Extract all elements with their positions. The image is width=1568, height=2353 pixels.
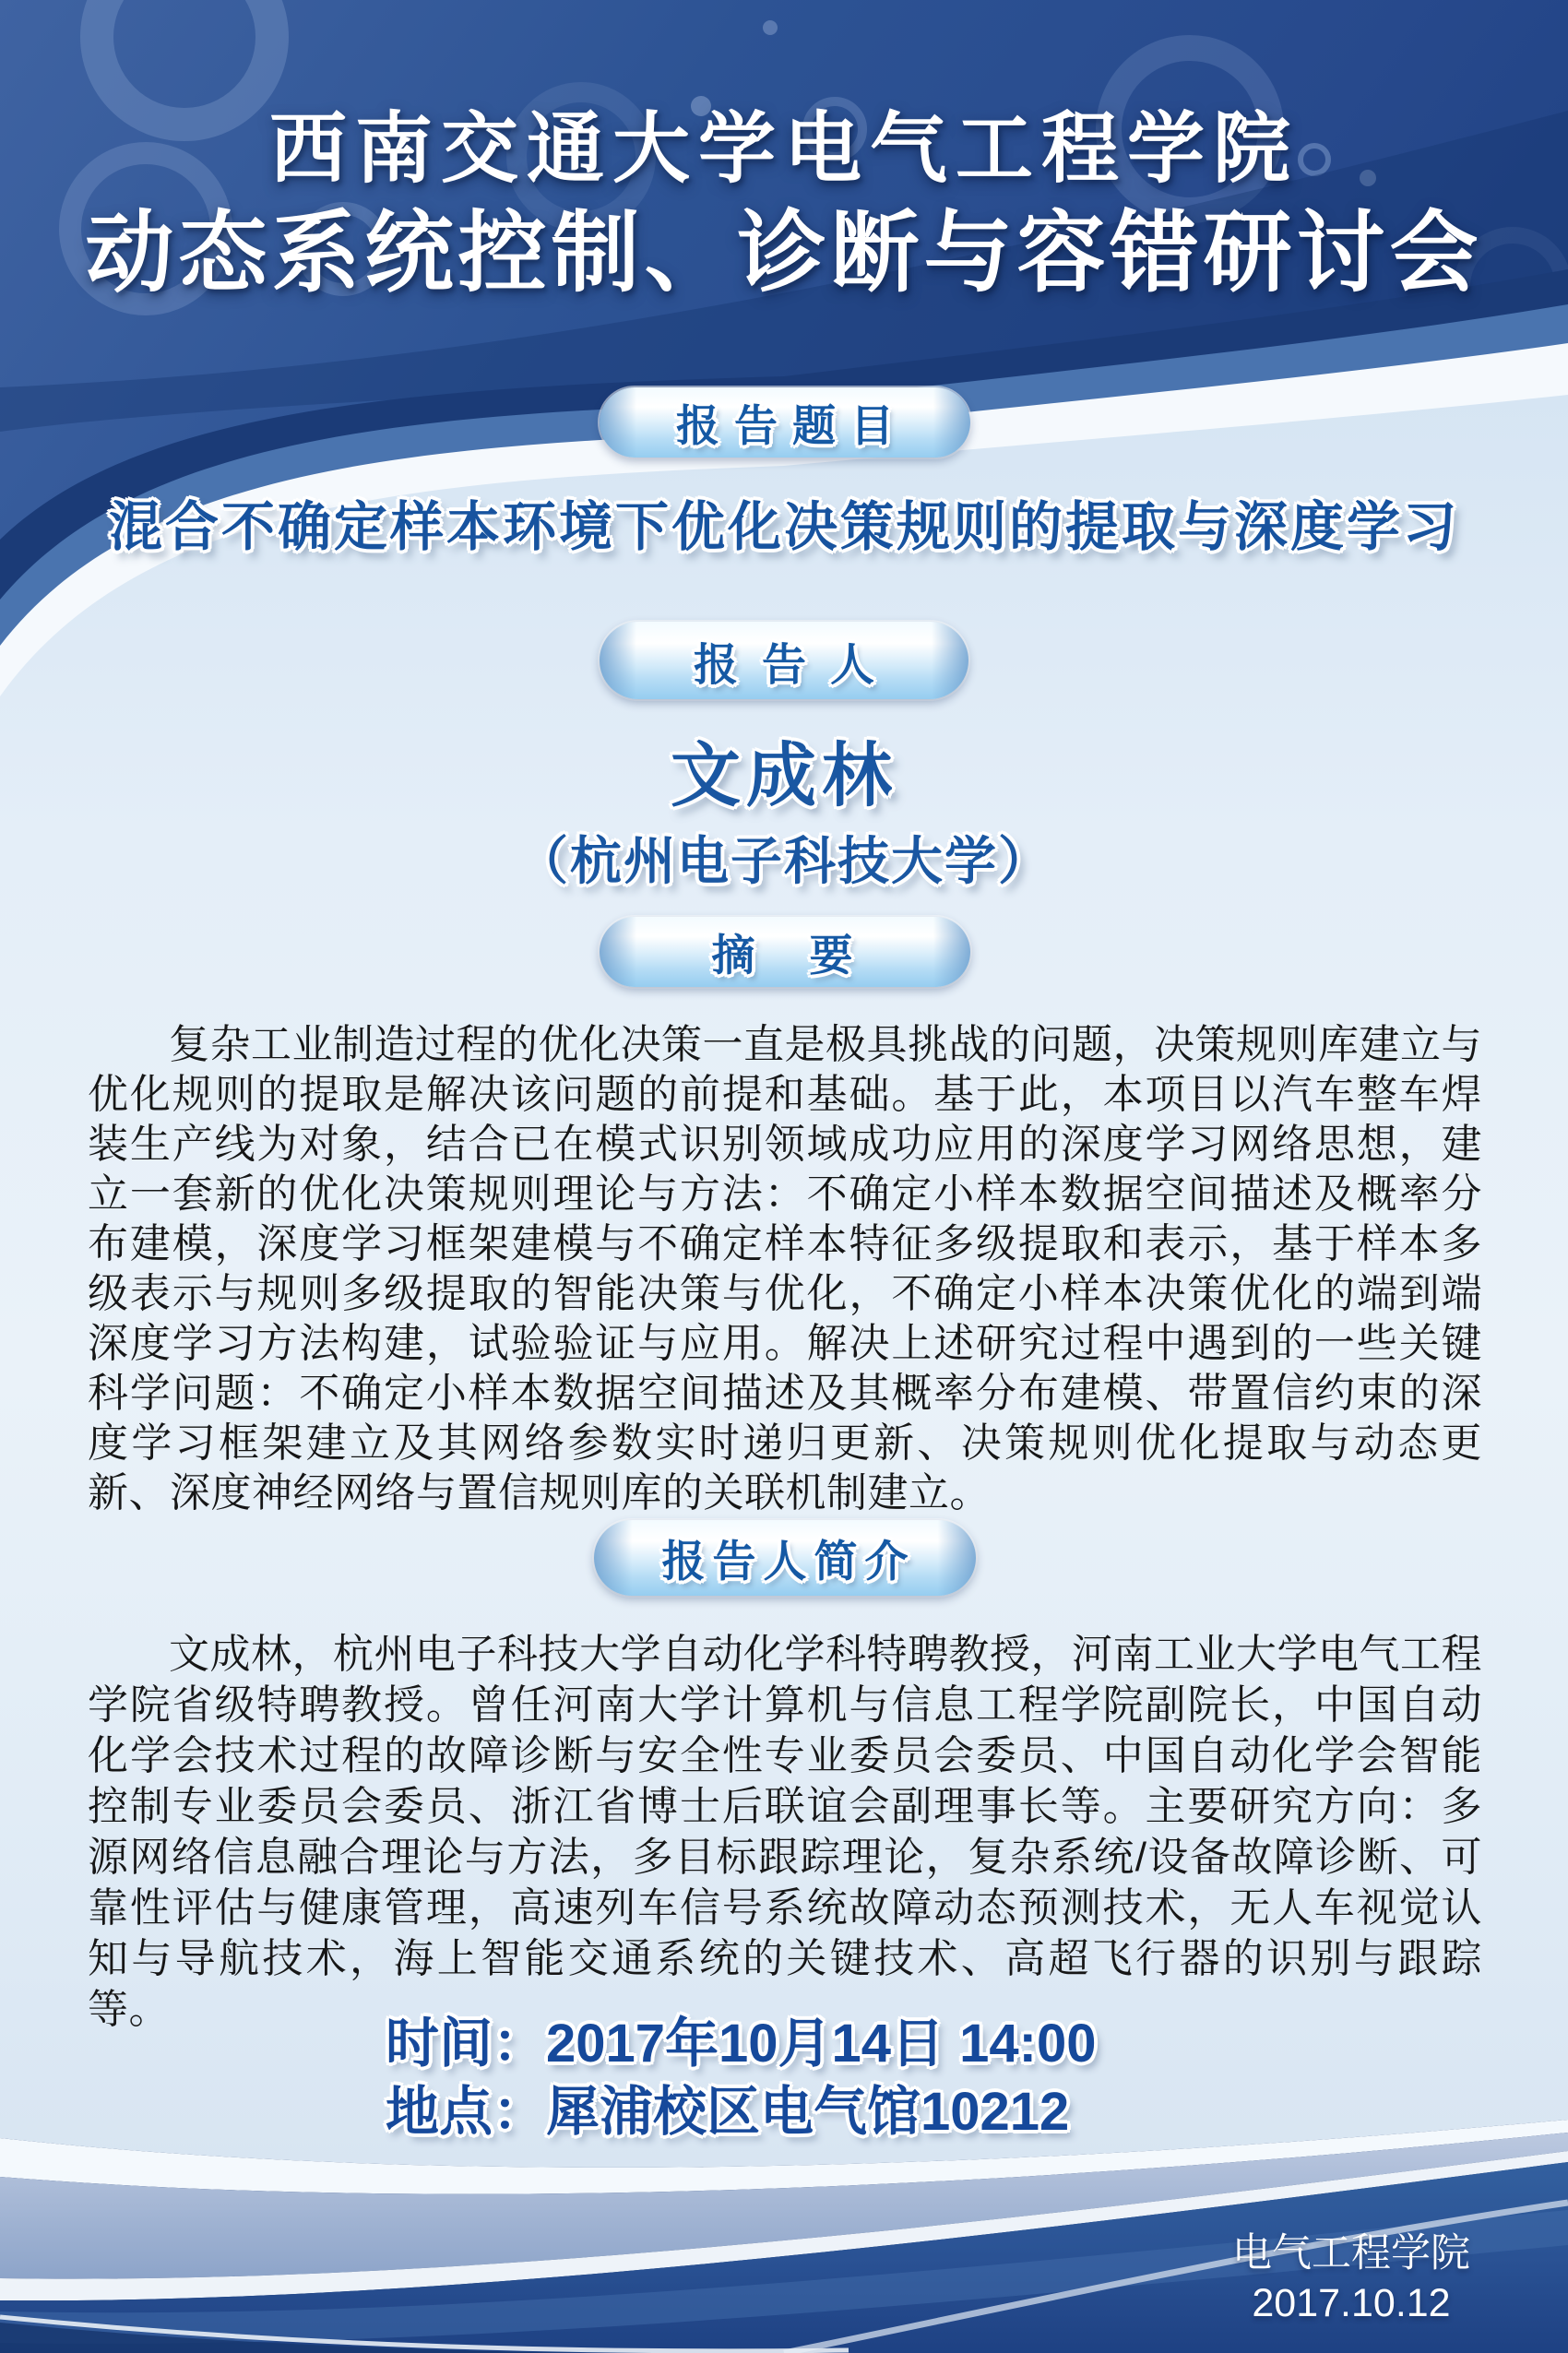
abstract-badge-label: 摘 要 [711, 930, 859, 980]
footer-signature [1181, 2228, 1522, 2328]
bio-paragraph: 文成林，杭州电子科技大学自动化学科特聘教授，河南工业大学电气工程学院省级特聘教授。曾任河南大学计算机与信息工程学院副院长，中国自动化学会技术过程的故障诊断与安全性专业委员会委员、中国自动化学会智能控制专业委员会委员、浙江省博士后联谊会副理事长等。主要研究方向：多源网络信息融合理论与方法，多目标跟踪理论，复杂系统/设备故障诊断、可靠性评估与健康管理，高速列车信号系统故障动态预测技术，无人车视觉认知与导航技术，海上智能交通系统的关键技术、高超飞行器的识别与跟踪等。 [88, 1632, 1482, 2032]
schedule-time: 时间：2017年10月14日 14:00 [386, 2014, 1097, 2074]
topic-badge [600, 387, 970, 458]
bio-badge-label: 报告人简介 [661, 1536, 916, 1586]
speaker-affiliation: （杭州电子科技大学） [517, 832, 1051, 890]
seminar-title: 动态系统控制、诊断与容错研讨会 [85, 204, 1483, 303]
footer-date: 2017.10.12 [1252, 2281, 1451, 2325]
organization-title: 西南交通大学电气工程学院 [268, 105, 1299, 192]
speaker-badge-label: 报告人 [693, 640, 898, 690]
speaker-badge [600, 622, 968, 699]
abstract-badge [600, 917, 970, 987]
schedule-venue: 地点：犀浦校区电气馆10212 [386, 2082, 1070, 2142]
footer-org: 电气工程学院 [1232, 2231, 1470, 2276]
abstract-paragraph: 复杂工业制造过程的优化决策一直是极具挑战的问题，决策规则库建立与优化规则的提取是解决该问题的前提和基础。基于此，本项目以汽车整车焊装生产线为对象，结合已在模式识别领域成功应用的深度学习网络思想，建立一套新的优化决策规则理论与方法：不确定小样本数据空间描述及概率分布建模，深度学习框架建模与不确定样本特征多级提取和表示，基于样本多级表示与规则多级提取的智能决策与优化，不确定小样本决策优化的端到端深度学习方法构建，试验验证与应用。解决上述研究过程中遇到的一些关键科学问题：不确定小样本数据空间描述及其概率分布建模、带置信约束的深度学习框架建立及其网络参数实时递归更新、决策规则优化提取与动态更新、深度神经网络与置信规则库的关联机制建立。 [88, 1022, 1482, 1515]
bio-badge [594, 1520, 976, 1596]
talk-title: 混合不确定样本环境下优化决策规则的提取与深度学习 [108, 497, 1459, 557]
topic-badge-label: 报告题目 [676, 400, 909, 450]
speaker-name: 文成林 [671, 737, 897, 815]
